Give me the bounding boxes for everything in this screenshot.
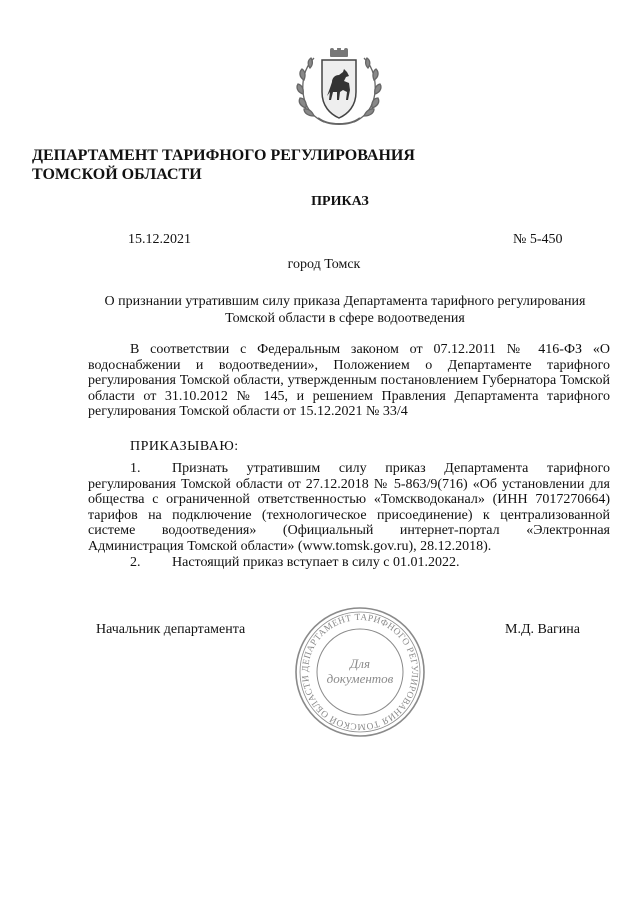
order-item-number: 1. bbox=[130, 461, 141, 476]
ordered-heading: ПРИКАЗЫВАЮ: bbox=[130, 439, 239, 454]
order-item-2 bbox=[88, 555, 610, 571]
order-item-text: Настоящий приказ вступает в силу с 01.01.2022. bbox=[172, 555, 460, 570]
stamp-center-line2: документов bbox=[326, 671, 394, 686]
order-number: № 5-450 bbox=[513, 232, 563, 247]
official-stamp bbox=[292, 604, 428, 740]
stamp-center-line1: Для bbox=[350, 656, 370, 671]
order-subject: О признании утратившим силу приказа Департамента тарифного регулирования Томской области в сфере водоотведения bbox=[104, 294, 586, 326]
ribbon-icon bbox=[318, 118, 360, 124]
coat-of-arms-emblem bbox=[296, 48, 382, 128]
department-title-line2: ТОМСКОЙ ОБЛАСТИ bbox=[32, 166, 202, 183]
order-item-text: Признать утратившим силу приказ Департамента тарифного регулирования Томской области от 27.12.2018 № 5-863/9(716) «Об установлении для общества с ограниченной ответственностью «Томскводоканал» (ИНН 7017270664) тарифов на подключение (технологическое присоединение) к централизованной системе водоотведения» (Официальный интернет-портал «Электронная Администрация Томской области» (www.tomsk.gov.ru), 28.12.2018). bbox=[88, 461, 610, 554]
preamble-paragraph: В соответствии с Федеральным законом от 07.12.2011 № 416-ФЗ «О водоснабжении и водоотведении», Положением о Департаменте тарифного регулирования Томской области, утвержденным постановлением Губернатора Томской области от 31.10.2012 № 145, и решением Правления Департамента тарифного регулирования Томской области от 15.12.2021 № 33/4 bbox=[88, 342, 610, 420]
document-type: ПРИКАЗ bbox=[311, 194, 369, 209]
oak-wreath-left-icon bbox=[297, 58, 324, 122]
oak-wreath-right-icon bbox=[354, 58, 381, 122]
department-title-line1: ДЕПАРТАМЕНТ ТАРИФНОГО РЕГУЛИРОВАНИЯ bbox=[32, 147, 415, 164]
order-item-number: 2. bbox=[130, 555, 141, 570]
crown-icon bbox=[330, 48, 348, 57]
signer-name: М.Д. Вагина bbox=[505, 622, 580, 637]
signer-role: Начальник департамента bbox=[96, 622, 246, 637]
stamp-ring-text: ДЕПАРТАМЕНТ ТАРИФНОГО РЕГУЛИРОВАНИЯ ТОМСКОЙ ОБЛАСТИ bbox=[300, 612, 420, 732]
order-date: 15.12.2021 bbox=[128, 232, 191, 247]
city: город Томск bbox=[287, 257, 361, 272]
order-item-1 bbox=[88, 461, 610, 555]
